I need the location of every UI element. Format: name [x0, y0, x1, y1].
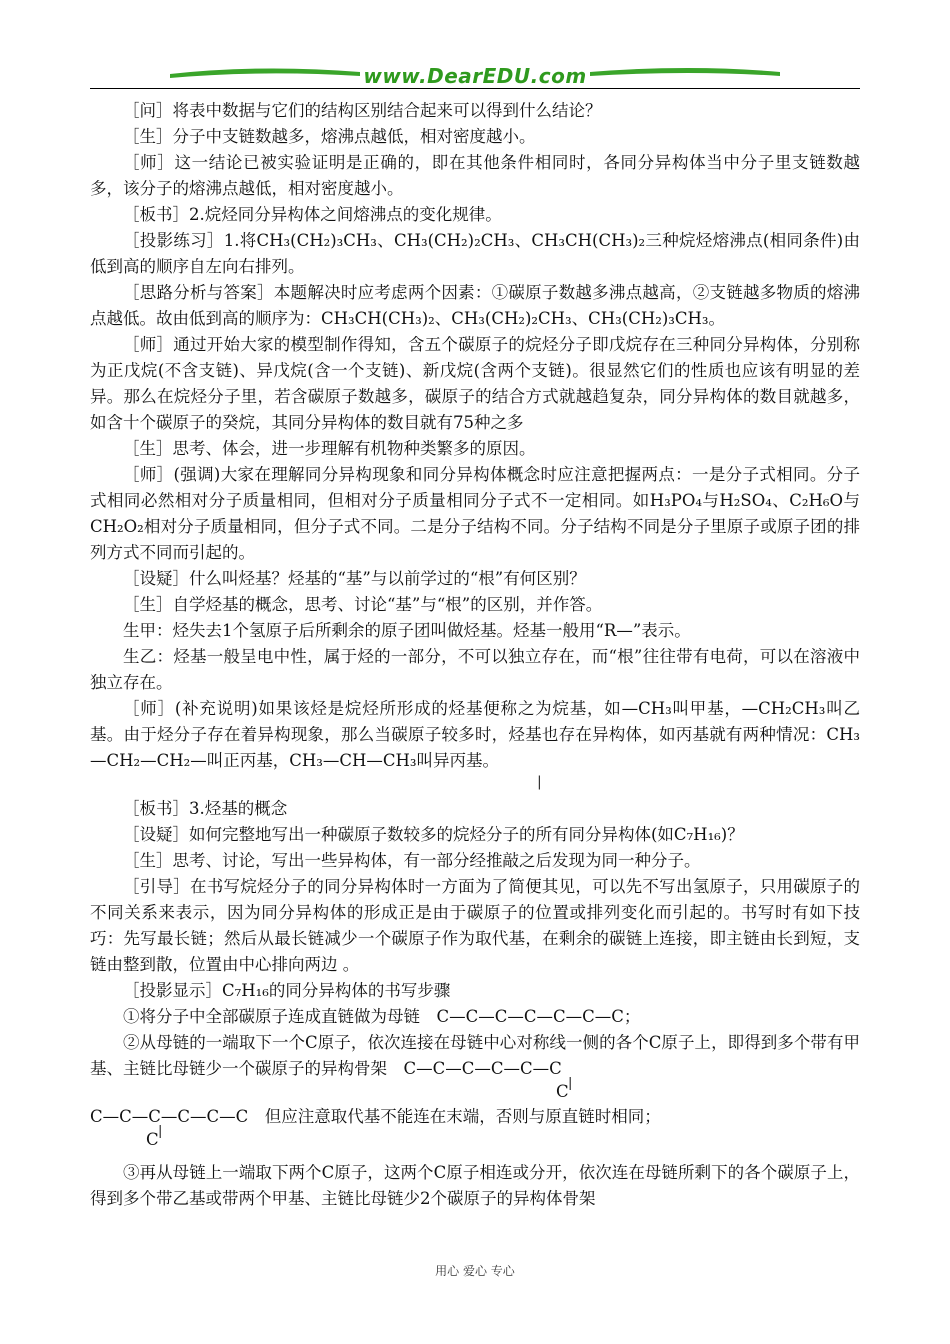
document-body: [90, 98, 860, 1212]
paragraph: ［师］通过开始大家的模型制作得知，含五个碳原子的烷烃分子即戊烷存在三种同分异构体，分别称为正戊烷(不含支链)、异戊烷(含一个支链)、新戊烷(含两个支链)。很显然它们的性质也应该有明显的差异。那么在烷烃分子里，若含碳原子数越多，碳原子的结合方式就越趋复杂，同分异构体的数目就越多，如含十个碳原子的癸烷，其同分异构体的数目就有75种之多: [90, 335, 860, 432]
paragraph: ［板书］3.烃基的概念: [123, 799, 288, 818]
paragraph: ③再从母链上一端取下两个C原子，这两个C原子相连或分开，依次连在母链所剩下的各个碳原子上，得到多个带乙基或带两个甲基、主链比母链少2个碳原子的异构体骨架: [90, 1163, 860, 1208]
site-logo[interactable]: www.DearEDU.com: [363, 64, 587, 88]
paragraph: ②从母链的一端取下一个C原子，依次连接在母链中心对称线一侧的各个C原子上，即得到多个带有甲基、主链比母链少一个碳原子的异构骨架 C—C—C—C—C—C: [90, 1033, 860, 1078]
paragraph: C—C—C—C—C—C 但应注意取代基不能连在末端，否则与原直链时相同；: [90, 1107, 661, 1126]
paragraph: ［生］分子中支链数越多，熔沸点越低，相对密度越小。: [123, 127, 536, 146]
branch-carbon: C: [146, 1130, 159, 1149]
methyl-branch-1: [90, 1076, 860, 1104]
branch-bond: |: [537, 774, 542, 790]
paragraph: ［生］思考、体会，进一步理解有机物种类繁多的原因。: [123, 439, 536, 458]
paragraph: ［师］这一结论已被实验证明是正确的，即在其他条件相同时，各同分异构体当中分子里支链数越多，该分子的熔沸点越低，相对密度越小。: [90, 153, 860, 198]
page-footer: 用心 爱心 专心: [435, 1264, 515, 1278]
paragraph: 生乙：烃基一般呈电中性，属于烃的一部分，不可以独立存在，而“根”往往带有电荷，可以在溶液中独立存在。: [90, 647, 860, 692]
paragraph: 生甲：烃失去1个氢原子后所剩余的原子团叫做烃基。烃基一般用“R—”表示。: [123, 621, 691, 640]
branch-bond: |: [158, 1124, 163, 1139]
paragraph: ［生］自学烃基的概念，思考、讨论“基”与“根”的区别，并作答。: [123, 595, 603, 614]
paragraph: ［设疑］如何完整地写出一种碳原子数较多的烷烃分子的所有同分异构体(如C₇H₁₆)？: [123, 825, 744, 844]
methyl-branch-2: [90, 1124, 860, 1152]
paragraph: ［生］思考、讨论，写出一些异构体，有一部分经推敲之后发现为同一种分子。: [123, 851, 701, 870]
paragraph: ［投影练习］1.将CH₃(CH₂)₃CH₃、CH₃(CH₂)₂CH₃、CH₃CH(CH₃)₂三种烷烃熔沸点(相同条件)由低到高的顺序自左向右排列。: [90, 231, 860, 276]
header-divider: [90, 88, 860, 89]
paragraph: ［思路分析与答案］本题解决时应考虑两个因素：①碳原子数越多沸点越高，②支链越多物质的熔沸点越低。故由低到高的顺序为：CH₃CH(CH₃)₂、CH₃(CH₂)₂CH₃、CH₃(CH₂)₃CH₃。: [90, 283, 860, 328]
paragraph: ［师］(强调)大家在理解同分异构现象和同分异构体概念时应注意把握两点：一是分子式相同。分子式相同必然相对分子质量相同，但相对分子质量相同分子式不一定相同。如H₃PO₄与H₂SO₄、C₂H₆O与CH₂O₂相对分子质量相同，但分子式不同。二是分子结构不同。分子结构不同是分子里原子或原子团的排列方式不同而引起的。: [90, 465, 860, 562]
paragraph: ［引导］在书写烷烃分子的同分异构体时一方面为了简便其见，可以先不写出氢原子，只用碳原子的不同关系来表示，因为同分异构体的形成正是由于碳原子的位置或排列变化而引起的。书写时有如下技巧：先写最长链；然后从最长链减少一个碳原子作为取代基，在剩余的碳链上连接，即主链由长到短，支链由整到散，位置由中心排向两边 。: [90, 877, 860, 974]
paragraph: ［问］将表中数据与它们的结构区别结合起来可以得到什么结论？: [123, 101, 602, 120]
paragraph: ［板书］2.烷烃同分异构体之间熔沸点的变化规律。: [123, 205, 502, 224]
branch-carbon: C: [556, 1082, 569, 1101]
isopropyl-branch: [90, 774, 860, 796]
paragraph: ［设疑］什么叫烃基？烃基的“基”与以前学过的“根”有何区别？: [123, 569, 586, 588]
paragraph: ①将分子中全部碳原子连成直链做为母链 C—C—C—C—C—C—C；: [123, 1007, 641, 1026]
paragraph: ［投影显示］C₇H₁₆的同分异构体的书写步骤: [123, 981, 451, 1000]
branch-bond: |: [568, 1076, 573, 1091]
paragraph: ［师］(补充说明)如果该烃是烷烃所形成的烃基便称之为烷基，如—CH₃叫甲基，—CH₂CH₃叫乙基。由于烃分子存在着异构现象，那么当碳原子较多时，烃基也存在异构体，如丙基就有两种情况：CH₃—CH₂—CH₂—叫正丙基，CH₃—CH—CH₃叫异丙基。: [90, 699, 860, 770]
